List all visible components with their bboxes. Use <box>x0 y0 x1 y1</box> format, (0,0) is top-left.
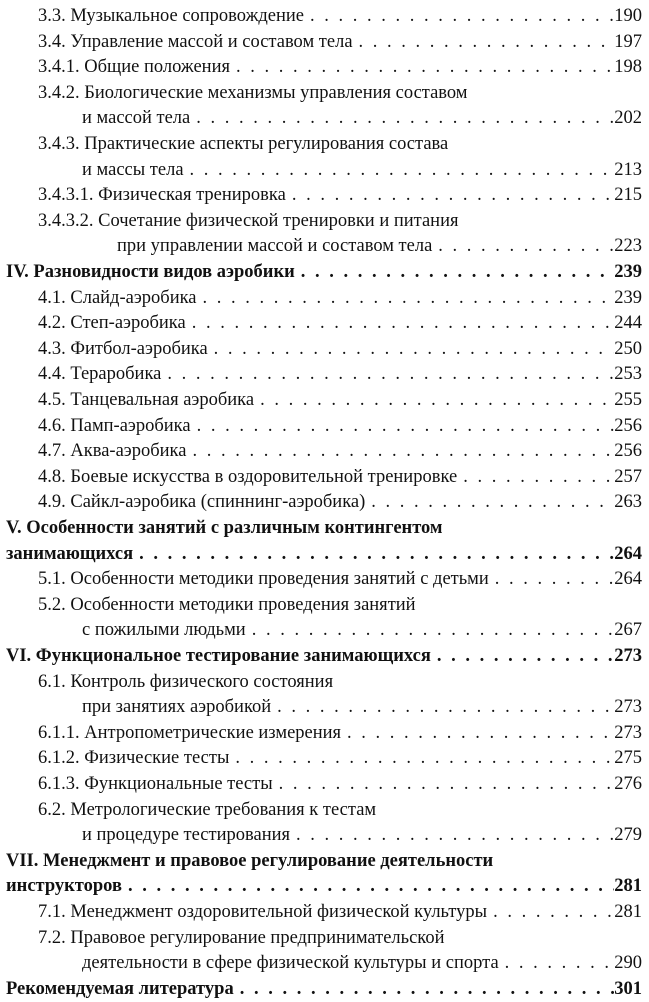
toc-entry-line-first <box>38 797 376 823</box>
toc-entry-line <box>38 54 642 80</box>
toc-leader-dots <box>365 489 614 515</box>
toc-entry-line <box>82 950 642 976</box>
toc-entry-line <box>38 387 642 413</box>
toc-page-number: 198 <box>614 57 642 78</box>
toc-entry-line <box>82 694 642 720</box>
toc-page-number: 202 <box>614 108 642 129</box>
toc-page-number: 301 <box>614 978 642 999</box>
toc-entry-line <box>38 489 642 515</box>
toc-entry-title: 3.3. Музыкальное сопровождение <box>38 6 304 26</box>
toc-entry-line <box>38 566 642 592</box>
toc-leader-dots <box>499 950 615 976</box>
toc-leader-dots <box>133 541 614 567</box>
toc-page-number: 264 <box>614 569 642 590</box>
toc-entry-title: 4.7. Аква-аэробика <box>38 441 187 462</box>
toc-entry-title: 3.4.3.2. Сочетание физической тренировки и питания <box>38 210 459 231</box>
toc-entry-title: занимающихся <box>6 543 134 564</box>
toc-entry-title: 7.2. Правовое регулирование предпринимательской <box>38 927 445 948</box>
toc-leader-dots <box>186 310 615 336</box>
toc-entry-title: 4.4. Тераробика <box>38 364 162 385</box>
toc-leader-dots <box>286 182 614 208</box>
toc-entry-line-first <box>38 208 459 234</box>
toc-entry-line-first <box>38 80 468 106</box>
toc-page-number: 256 <box>614 441 642 462</box>
toc-page-number: 256 <box>614 415 642 436</box>
toc-page-number: 255 <box>614 390 642 410</box>
toc-leader-dots <box>457 464 614 490</box>
toc-leader-dots <box>290 822 614 848</box>
toc-leader-dots <box>432 233 614 259</box>
toc-page-number: 273 <box>614 646 642 666</box>
toc-entry-title: IV. Разновидности видов аэробики <box>6 262 295 282</box>
toc-entry-line <box>38 361 642 387</box>
toc-entry-line-first <box>38 592 416 618</box>
toc-entry-title: 5.2. Особенности методики проведения занятий <box>38 594 416 615</box>
toc-page-number: 239 <box>614 287 642 308</box>
toc-entry-title: 4.9. Сайкл-аэробика (спиннинг-аэробика) <box>38 492 366 513</box>
toc-leader-dots <box>197 285 615 311</box>
toc-entry-title: 6.1.1. Антропометрические измерения <box>38 722 342 743</box>
toc-page-number: 276 <box>614 774 642 794</box>
toc-page-number: 290 <box>614 953 642 974</box>
toc-page-number: 273 <box>614 697 642 718</box>
toc-leader-dots <box>190 105 614 131</box>
toc-page-number: 257 <box>614 466 642 487</box>
toc-page-number: 253 <box>614 364 642 385</box>
toc-page-number: 281 <box>614 876 642 897</box>
toc-page-number: 250 <box>614 338 642 359</box>
toc-entry-line <box>38 29 642 55</box>
toc-leader-dots <box>304 3 614 29</box>
toc-entry-title: с пожилыми людьми <box>82 620 246 641</box>
toc-leader-dots <box>254 387 614 413</box>
toc-entry-title: VI. Функциональное тестирование занимающихся <box>6 646 431 666</box>
toc-entry-title: 6.1.2. Физические тесты <box>38 748 230 769</box>
toc-entry-title: и массы тела <box>82 159 184 180</box>
toc-entry-line <box>38 336 642 362</box>
toc-entry-line <box>38 899 642 925</box>
toc-entry-title: при управлении массой и составом тела <box>117 236 433 257</box>
toc-entry-title: 6.1.3. Функциональные тесты <box>38 774 273 794</box>
toc-entry-line <box>38 745 642 771</box>
toc-leader-dots <box>161 361 614 387</box>
toc-entry-title: деятельности в сфере физической культуры и спорта <box>82 953 499 974</box>
toc-leader-dots <box>353 29 615 55</box>
toc-entry-line <box>38 310 642 336</box>
toc-entry-title: 4.5. Танцевальная аэробика <box>38 390 255 410</box>
toc-leader-dots <box>489 566 614 592</box>
toc-page-number: 190 <box>614 6 642 26</box>
toc-leader-dots <box>295 259 614 285</box>
toc-page-number: 244 <box>614 313 642 334</box>
toc-entry-title: 4.2. Степ-аэробика <box>38 313 186 334</box>
toc-entry-line <box>82 105 642 131</box>
toc-leader-dots <box>271 694 614 720</box>
toc-entry-line-first <box>6 848 493 874</box>
toc-entry-line <box>38 438 642 464</box>
toc-leader-dots <box>122 873 614 899</box>
toc-entry-line <box>117 233 642 259</box>
toc-entry-title: 4.6. Памп-аэробика <box>38 415 191 436</box>
toc-entry-line <box>38 182 642 208</box>
toc-leader-dots <box>431 643 614 669</box>
toc-page-number: 279 <box>614 825 642 846</box>
toc-entry-title: и массой тела <box>82 108 191 129</box>
toc-page-number: 264 <box>614 543 642 564</box>
toc-entry-line <box>38 3 642 29</box>
toc-entry-line <box>6 541 642 567</box>
toc-entry-title: 6.2. Метрологические требования к тестам <box>38 799 377 820</box>
toc-entry-line <box>82 157 642 183</box>
toc-entry-line <box>6 259 642 285</box>
toc-page-number: 275 <box>614 748 642 769</box>
toc-entry-line <box>38 720 642 746</box>
toc-entry-title: и процедуре тестирования <box>82 825 291 846</box>
toc-entry-line <box>82 617 642 643</box>
toc-entry-title: 5.1. Особенности методики проведения занятий с детьми <box>38 569 489 590</box>
toc-entry-title: 3.4.1. Общие положения <box>38 57 230 78</box>
toc-entry-line <box>82 822 642 848</box>
toc-page-number: 197 <box>614 31 642 52</box>
toc-entry-title: 4.8. Боевые искусства в оздоровительной тренировке <box>38 466 458 487</box>
toc-page-number: 267 <box>614 620 642 641</box>
toc-entry-line-first <box>38 131 448 157</box>
toc-page-number: 273 <box>614 722 642 743</box>
toc-entry-line <box>6 976 642 1002</box>
toc-leader-dots <box>487 899 614 925</box>
toc-entry-line <box>6 643 642 669</box>
toc-leader-dots <box>184 157 615 183</box>
toc-page-number: 281 <box>614 902 642 922</box>
toc-entry-line <box>38 413 642 439</box>
toc-leader-dots <box>341 720 614 746</box>
toc-entry-line-first <box>38 925 445 951</box>
toc-entry-line <box>38 771 642 797</box>
toc-entry-line-first <box>6 515 443 541</box>
toc-leader-dots <box>273 771 615 797</box>
toc-entry-title: инструкторов <box>6 876 122 897</box>
toc-entry-title: 3.4.3.1. Физическая тренировка <box>38 185 286 206</box>
toc-entry-title: 4.1. Слайд-аэробика <box>38 287 197 308</box>
toc-page-number: 215 <box>614 185 642 206</box>
toc-entry-title: 3.4. Управление массой и составом тела <box>38 31 353 52</box>
toc-page-number: 239 <box>614 262 642 282</box>
toc-leader-dots <box>186 438 614 464</box>
toc-entry-line <box>38 464 642 490</box>
toc-entry-title: V. Особенности занятий с различным контингентом <box>6 518 443 538</box>
toc-leader-dots <box>229 745 614 771</box>
toc-entry-title: VII. Менеджмент и правовое регулирование деятельности <box>6 850 494 871</box>
toc-leader-dots <box>208 336 615 362</box>
toc-page-number: 213 <box>614 159 642 180</box>
toc-page-number: 223 <box>614 236 642 257</box>
toc-leader-dots <box>230 54 614 80</box>
toc-page-number: 263 <box>614 492 642 513</box>
toc-leader-dots <box>234 976 615 1002</box>
toc-entry-title: Рекомендуемая литература <box>6 978 234 999</box>
toc-entry-title: 7.1. Менеджмент оздоровительной физической культуры <box>38 902 488 922</box>
toc-entry-line-first <box>38 669 333 695</box>
toc-entry-title: при занятиях аэробикой <box>82 697 272 718</box>
toc-entry-line <box>38 285 642 311</box>
toc-leader-dots <box>191 413 615 439</box>
toc-entry-title: 6.1. Контроль физического состояния <box>38 671 334 692</box>
toc-entry-line <box>6 873 642 899</box>
toc-entry-title: 3.4.2. Биологические механизмы управления составом <box>38 82 468 103</box>
toc-leader-dots <box>246 617 615 643</box>
toc-entry-title: 3.4.3. Практические аспекты регулирования состава <box>38 134 449 154</box>
toc-entry-title: 4.3. Фитбол-аэробика <box>38 338 208 359</box>
